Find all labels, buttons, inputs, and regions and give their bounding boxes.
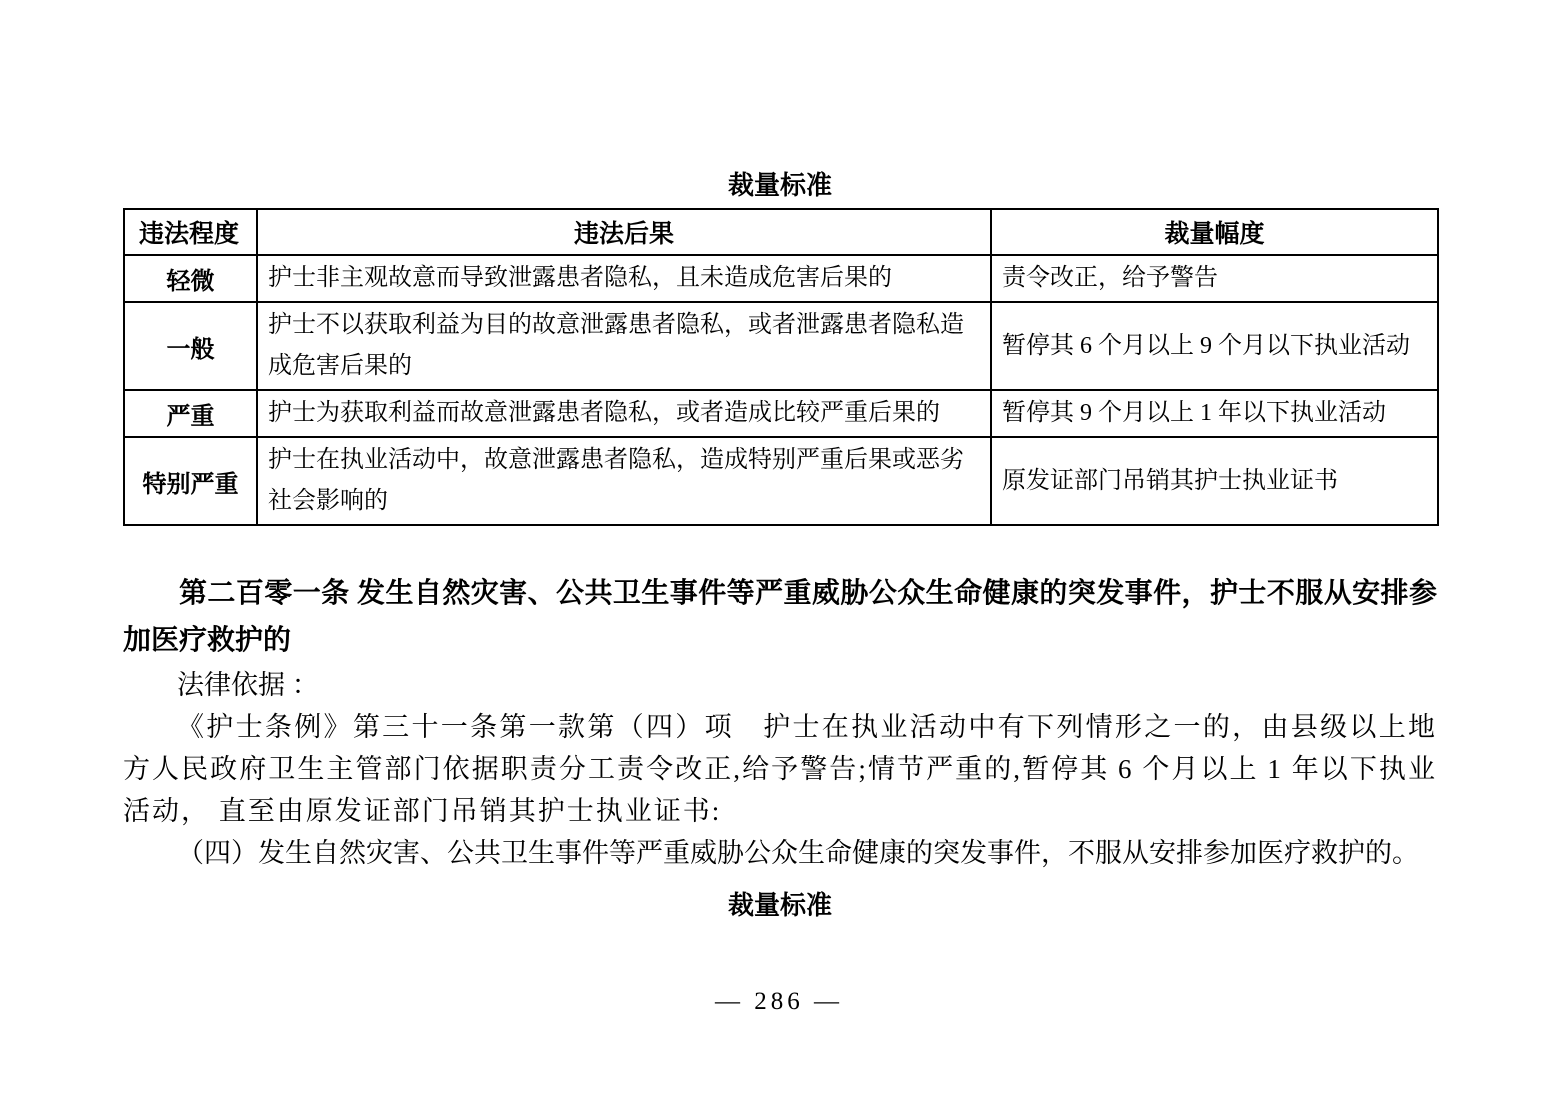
article-item-text: （四）发生自然灾害、公共卫生事件等严重威胁公众生命健康的突发事件，不服从安排参加医疗救护的。 [177, 838, 1419, 868]
cell-consequence: 护士在执业活动中，故意泄露患者隐私，造成特别严重后果或恶劣社会影响的 [257, 437, 991, 525]
discretion-standards-table [123, 208, 1439, 526]
cell-degree: 一般 [124, 302, 257, 390]
header-degree: 违法程度 [124, 209, 257, 255]
table-title: 裁量标准 [727, 170, 832, 200]
next-section-title: 裁量标准 [727, 890, 832, 920]
header-range: 裁量幅度 [991, 209, 1438, 255]
header-consequence: 违法后果 [257, 209, 991, 255]
cell-consequence: 护士不以获取利益为目的故意泄露患者隐私，或者泄露患者隐私造成危害后果的 [257, 302, 991, 390]
page-number: — 286 — [715, 988, 843, 1015]
cell-degree: 轻微 [124, 255, 257, 302]
cell-consequence: 护士非主观故意而导致泄露患者隐私，且未造成危害后果的 [257, 255, 991, 302]
cell-range: 责令改正，给予警告 [991, 255, 1438, 302]
cell-range: 原发证部门吊销其护士执业证书 [991, 437, 1438, 525]
table-row [124, 437, 1438, 525]
cell-consequence: 护士为获取利益而故意泄露患者隐私，或者造成比较严重后果的 [257, 390, 991, 437]
document-page [123, 0, 1437, 922]
table-header-row [124, 209, 1438, 255]
table-row [124, 255, 1438, 302]
cell-range: 暂停其 9 个月以上 1 年以下执业活动 [991, 390, 1438, 437]
legal-basis-label: 法律依据 ： [177, 670, 319, 700]
table-row [124, 390, 1438, 437]
table-row [124, 302, 1438, 390]
cell-range: 暂停其 6 个月以上 9 个月以下执业活动 [991, 302, 1438, 390]
cell-degree: 严重 [124, 390, 257, 437]
legal-basis-text: 《护士条例》第三十一条第一款第（四）项 护士在执业活动中有下列情形之一的，由县级以上地方人民政府卫生主管部门依据职责分工责令改正,给予警告;情节严重的,暂停其 6 个月以上 1 年以下执业活动， 直至由原发证部门吊销其护士执业证书: [123, 712, 1437, 826]
article-heading: 第二百零一条 发生自然灾害、公共卫生事件等严重威胁公众生命健康的突发事件，护士不服从安排参加医疗救护的 [123, 578, 1437, 656]
cell-degree: 特别严重 [124, 437, 257, 525]
